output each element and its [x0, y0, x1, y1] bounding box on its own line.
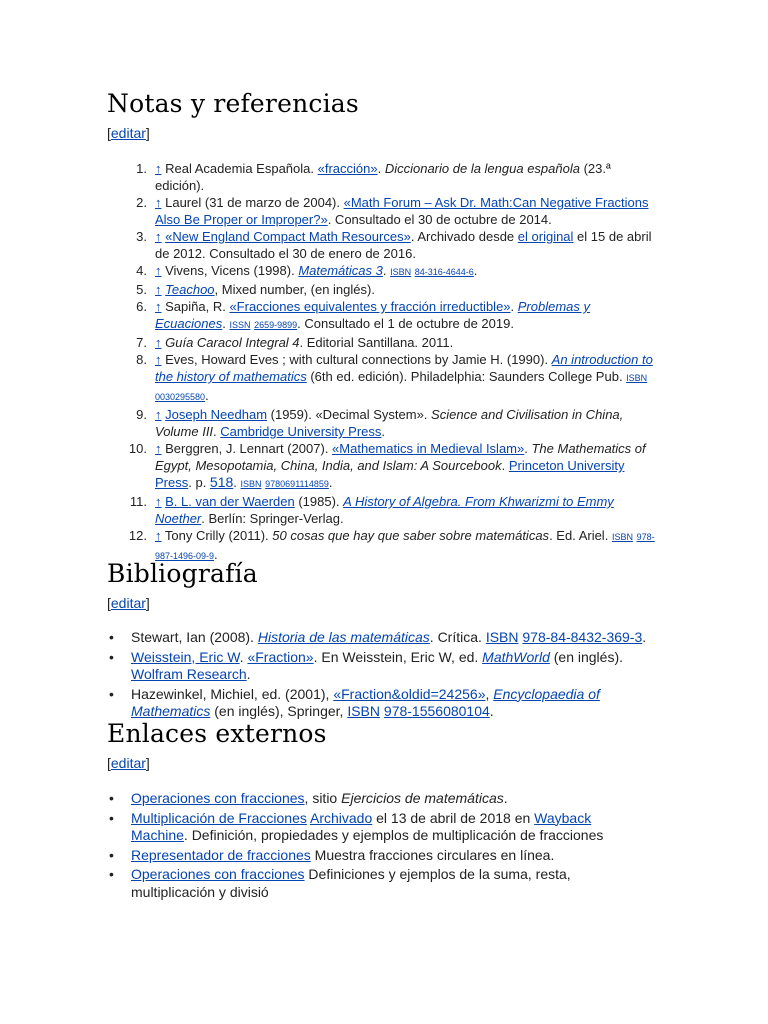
ref-6-journal-link[interactable]: Problemas y Ecuaciones	[155, 299, 591, 331]
enlaces-section	[107, 719, 647, 903]
biblio-3-link[interactable]: «Fraction&oldid=24256»	[333, 685, 486, 702]
ref-8-isbn-number[interactable]: 0030295580	[155, 392, 206, 402]
biblio-2-mathworld-link[interactable]: MathWorld	[482, 648, 550, 665]
biblio-item-2: • Weisstein, Eric W. «Fraction». En Weisstein, Eric W, ed. MathWorld (en inglés). Wolfram Research.	[131, 649, 647, 684]
bibliografia-edit-link[interactable]: editar	[110, 595, 146, 611]
ref-8-link[interactable]: An introduction to the history of mathematics	[155, 352, 653, 384]
ref-1-backlink[interactable]: ↑	[155, 161, 162, 176]
enlace-item-3: • Representador de fracciones Muestra fracciones circulares en línea.	[131, 847, 647, 865]
enlace-3-link[interactable]: Representador de fracciones	[131, 846, 311, 863]
ref-10-page-link[interactable]: 518	[209, 474, 234, 490]
ref-3-original-link[interactable]: el original	[517, 229, 574, 244]
ref-8-backlink[interactable]: ↑	[155, 352, 162, 367]
ref-7-backlink[interactable]: ↑	[155, 335, 162, 350]
biblio-1-link[interactable]: Historia de las matemáticas	[257, 629, 430, 645]
ref-4-isbn-number[interactable]: 84-316-4644-6	[414, 267, 474, 277]
bibliografia-edit: [editar]	[107, 595, 150, 611]
ref-6-issn-number[interactable]: 2659-9899	[254, 320, 298, 330]
notas-edit-link[interactable]: editar	[110, 125, 146, 141]
ref-3-backlink[interactable]: ↑	[155, 229, 162, 244]
ref-10-isbn-link[interactable]: ISBN	[240, 479, 262, 489]
biblio-1-isbn-number[interactable]: 978-84-8432-369-3	[522, 629, 643, 645]
ref-4-backlink[interactable]: ↑	[155, 263, 162, 278]
ref-10-link[interactable]: «Mathematics in Medieval Islam»	[332, 441, 525, 456]
enlace-2-wayback-link[interactable]: Wayback Machine	[131, 809, 592, 843]
ref-1: 1. ↑ Real Academia Española. «fracción». Diccionario de la lengua española (23.ª edición).	[136, 161, 611, 193]
ref-12: 12. ↑ Tony Crilly (2011). 50 cosas que hay que saber sobre matemáticas. Ed. Ariel. ISBN 978-987-1496-09-9.	[128, 528, 655, 562]
ref-9: 9. ↑ Joseph Needham (1959). «Decimal System». Science and Civilisation in China, Volume III. Cambridge University Press.	[136, 407, 624, 439]
biblio-item-1: • Stewart, Ian (2008). Historia de las matemáticas. Crítica. ISBN 978-84-8432-369-3.	[131, 629, 647, 647]
ref-10: 10. ↑ Berggren, J. Lennart (2007). «Mathematics in Medieval Islam». The Mathematics of Egypt, Mesopotamia, China, India, and Islam: A Sourcebook. Princeton University Press. p. 518. ISBN 9780691114859.	[128, 441, 646, 490]
ref-11-book-link[interactable]: A History of Algebra. From Khwarizmi to Emmy Noether	[155, 494, 614, 526]
biblio-3-isbn-number[interactable]: 978-1556080104	[383, 703, 490, 719]
ref-8-isbn-link[interactable]: ISBN	[626, 373, 648, 383]
ref-6-backlink[interactable]: ↑	[155, 299, 162, 314]
ref-2: 2. ↑ Laurel (31 de marzo de 2004). «Math Forum – Ask Dr. Math:Can Negative Fractions Also Be Proper or Improper?». Consultado el 30 de octubre de 2014.	[136, 195, 649, 227]
biblio-1-isbn-link[interactable]: ISBN	[485, 629, 519, 645]
ref-3-link[interactable]: «New England Compact Math Resources»	[165, 229, 411, 244]
notas-section	[107, 89, 657, 565]
ref-2-backlink[interactable]: ↑	[155, 195, 162, 210]
ref-12-isbn-link[interactable]: ISBN	[611, 532, 633, 542]
enlace-item-4: • Operaciones con fracciones Definiciones y ejemplos de la suma, resta, multiplicación y divisió	[131, 866, 647, 901]
enlaces-edit-link[interactable]: editar	[110, 755, 146, 771]
ref-1-link[interactable]: «fracción»	[317, 161, 378, 176]
enlace-2-archivado-link[interactable]: Archivado	[309, 809, 373, 826]
ref-12-backlink[interactable]: ↑	[155, 528, 162, 543]
ref-6-link[interactable]: «Fracciones equivalentes y fracción irreductible»	[229, 299, 511, 314]
ref-11: 11. ↑ B. L. van der Waerden (1985). A History of Algebra. From Khwarizmi to Emmy Noether. Berlín: Springer-Verlag.	[129, 494, 614, 526]
biblio-2-fraction-link[interactable]: «Fraction»	[247, 648, 314, 665]
bibliografia-heading: Bibliografía	[107, 559, 258, 588]
ref-10-publisher-link[interactable]: Princeton University Press	[155, 458, 625, 490]
enlace-item-2: • Multiplicación de Fracciones Archivado el 13 de abril de 2018 en Wayback Machine. Definición, propiedades y ejemplos de multiplicación de fracciones	[131, 810, 647, 845]
ref-10-isbn-number[interactable]: 9780691114859	[265, 479, 329, 489]
ref-5: 5. ↑ Teachoo, Mixed number, (en inglés).	[136, 282, 375, 297]
ref-9-author-link[interactable]: Joseph Needham	[165, 407, 268, 422]
ref-11-author-link[interactable]: B. L. van der Waerden	[165, 494, 295, 509]
ref-5-backlink[interactable]: ↑	[155, 282, 162, 297]
biblio-3-encyclopaedia-link[interactable]: Encyclopaedia of Mathematics	[131, 685, 600, 719]
enlace-1-link[interactable]: Operaciones con fracciones	[131, 790, 305, 806]
ref-4-link[interactable]: Matemáticas 3	[298, 263, 383, 278]
ref-10-backlink[interactable]: ↑	[155, 441, 162, 456]
enlaces-heading: Enlaces externos	[107, 719, 327, 748]
notas-heading: Notas y referencias	[107, 89, 359, 118]
ref-9-publisher-link[interactable]: Cambridge University Press	[220, 424, 382, 439]
ref-11-backlink[interactable]: ↑	[155, 494, 162, 509]
references-list	[107, 160, 657, 565]
enlaces-list	[107, 790, 647, 901]
ref-6: 6. ↑ Sapiña, R. «Fracciones equivalentes y fracción irreductible». Problemas y Ecuaciones. ISSN 2659-9899. Consultado el 1 de octubre de 2019.	[136, 299, 591, 331]
ref-6-issn-link[interactable]: ISSN	[229, 320, 251, 330]
ref-8: 8. ↑ Eves, Howard Eves ; with cultural connections by Jamie H. (1990). An introduction to the history of mathematics (6th ed. edición). Philadelphia: Saunders College Pub. ISBN 0030295580.	[136, 352, 653, 403]
notas-edit: [editar]	[107, 125, 150, 141]
ref-5-link[interactable]: Teachoo	[165, 282, 215, 297]
ref-9-backlink[interactable]: ↑	[155, 407, 162, 422]
ref-2-link[interactable]: «Math Forum – Ask Dr. Math:Can Negative Fractions Also Be Proper or Improper?»	[155, 195, 649, 227]
ref-4-isbn-link[interactable]: ISBN	[390, 267, 412, 277]
biblio-2-author-link[interactable]: Weisstein, Eric W	[131, 648, 240, 665]
ref-7: 7. ↑ Guía Caracol Integral 4. Editorial Santillana. 2011.	[136, 335, 454, 350]
biblio-item-3: • Hazewinkel, Michiel, ed. (2001), «Fraction&oldid=24256», Encyclopaedia of Mathematics (en inglés), Springer, ISBN 978-1556080104.	[131, 686, 647, 721]
enlace-2-link[interactable]: Multiplicación de Fracciones	[131, 809, 307, 826]
ref-12-isbn-number[interactable]: 978-987-1496-09-9	[155, 532, 655, 561]
biblio-3-isbn-link[interactable]: ISBN	[347, 703, 381, 719]
bibliografia-section	[107, 559, 647, 723]
ref-4: 4. ↑ Vivens, Vicens (1998). Matemáticas 3. ISBN 84-316-4644-6.	[136, 263, 478, 278]
enlace-4-link[interactable]: Operaciones con fracciones	[131, 866, 305, 882]
enlace-item-1: • Operaciones con fracciones, sitio Ejercicios de matemáticas.	[131, 790, 647, 808]
ref-3: 3. ↑ «New England Compact Math Resources». Archivado desde el original el 15 de abril de 2012. Consultado el 30 de enero de 2016.	[136, 229, 652, 261]
biblio-2-wolfram-link[interactable]: Wolfram Research	[131, 666, 247, 682]
enlaces-edit: [editar]	[107, 755, 150, 771]
bibliografia-list	[107, 629, 647, 721]
